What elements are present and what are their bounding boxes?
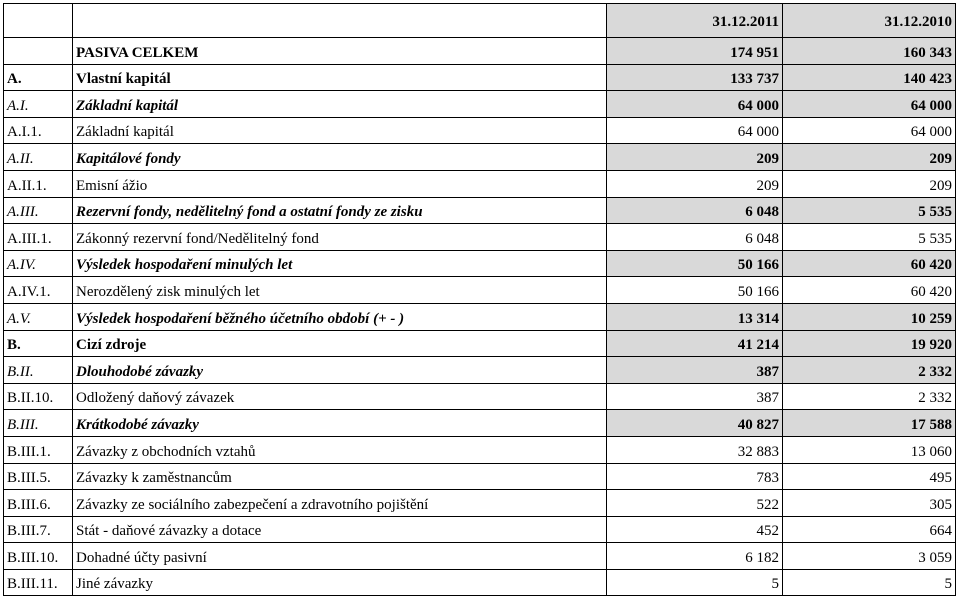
row-label: Základní kapitál <box>73 91 607 118</box>
row-code: B.II.10. <box>4 383 73 410</box>
table-row <box>4 64 956 91</box>
row-code: A.II.1. <box>4 170 73 197</box>
table-row <box>4 117 956 144</box>
table-row <box>4 569 956 596</box>
row-value-2011: 387 <box>607 383 783 410</box>
row-value-2010: 5 535 <box>783 224 956 251</box>
row-label: Základní kapitál <box>73 117 607 144</box>
row-value-2010: 3 059 <box>783 543 956 570</box>
row-code: A.V. <box>4 303 73 330</box>
row-value-2010: 17 588 <box>783 410 956 437</box>
row-value-2011: 452 <box>607 516 783 543</box>
row-code: A.IV. <box>4 250 73 277</box>
row-label: Nerozdělený zisk minulých let <box>73 277 607 304</box>
row-value-2010: 209 <box>783 170 956 197</box>
row-value-2010: 140 423 <box>783 64 956 91</box>
table-row <box>4 170 956 197</box>
row-value-2011: 50 166 <box>607 250 783 277</box>
row-label: Odložený daňový závazek <box>73 383 607 410</box>
row-code: B.III.1. <box>4 436 73 463</box>
row-label: Rezervní fondy, nedělitelný fond a ostatní fondy ze zisku <box>73 197 607 224</box>
table-row <box>4 516 956 543</box>
row-value-2010: 60 420 <box>783 277 956 304</box>
row-code: A.IV.1. <box>4 277 73 304</box>
balance-sheet-liabilities-table <box>3 3 956 596</box>
table-row <box>4 250 956 277</box>
row-code: B.III.7. <box>4 516 73 543</box>
row-label: Zákonný rezervní fond/Nedělitelný fond <box>73 224 607 251</box>
row-value-2011: 387 <box>607 357 783 384</box>
row-label: Výsledek hospodaření běžného účetního období (+ - ) <box>73 303 607 330</box>
row-code: B.III.5. <box>4 463 73 490</box>
row-value-2011: 209 <box>607 144 783 171</box>
row-code: B. <box>4 330 73 357</box>
row-value-2010: 160 343 <box>783 38 956 65</box>
row-label: Dlouhodobé závazky <box>73 357 607 384</box>
row-value-2010: 10 259 <box>783 303 956 330</box>
row-code: B.II. <box>4 357 73 384</box>
table-row <box>4 91 956 118</box>
table-row <box>4 436 956 463</box>
row-label: Závazky z obchodních vztahů <box>73 436 607 463</box>
row-value-2010: 13 060 <box>783 436 956 463</box>
row-code: A.III.1. <box>4 224 73 251</box>
row-code: B.III.11. <box>4 569 73 596</box>
header-2010 <box>783 4 956 38</box>
header-2011-text: 31.12.2011 <box>712 14 779 30</box>
row-code: B.III.10. <box>4 543 73 570</box>
table-row <box>4 224 956 251</box>
row-value-2011: 6 048 <box>607 197 783 224</box>
row-value-2010: 2 332 <box>783 383 956 410</box>
row-value-2010: 305 <box>783 490 956 517</box>
row-value-2010: 664 <box>783 516 956 543</box>
row-value-2011: 13 314 <box>607 303 783 330</box>
row-label: Kapitálové fondy <box>73 144 607 171</box>
row-label: PASIVA CELKEM <box>73 38 607 65</box>
table-row <box>4 277 956 304</box>
row-code: B.III.6. <box>4 490 73 517</box>
table-row <box>4 38 956 65</box>
table-row <box>4 144 956 171</box>
row-value-2010: 2 332 <box>783 357 956 384</box>
row-code: A.I.1. <box>4 117 73 144</box>
row-label: Závazky k zaměstnancům <box>73 463 607 490</box>
header-2010-text: 31.12.2010 <box>884 14 952 30</box>
row-label: Jiné závazky <box>73 569 607 596</box>
row-value-2011: 6 182 <box>607 543 783 570</box>
row-label: Emisní ážio <box>73 170 607 197</box>
table-header-row <box>4 4 956 38</box>
header-2011 <box>607 4 783 38</box>
row-value-2011: 209 <box>607 170 783 197</box>
table-row <box>4 410 956 437</box>
row-code <box>4 38 73 65</box>
row-value-2011: 133 737 <box>607 64 783 91</box>
row-value-2010: 19 920 <box>783 330 956 357</box>
row-value-2011: 40 827 <box>607 410 783 437</box>
row-label: Závazky ze sociálního zabezpečení a zdravotního pojištění <box>73 490 607 517</box>
row-value-2010: 64 000 <box>783 117 956 144</box>
row-value-2011: 64 000 <box>607 91 783 118</box>
table-row <box>4 543 956 570</box>
row-value-2010: 5 535 <box>783 197 956 224</box>
row-label: Dohadné účty pasivní <box>73 543 607 570</box>
row-value-2010: 495 <box>783 463 956 490</box>
row-value-2010: 5 <box>783 569 956 596</box>
row-value-2011: 50 166 <box>607 277 783 304</box>
table-row <box>4 383 956 410</box>
row-value-2011: 783 <box>607 463 783 490</box>
row-label: Výsledek hospodaření minulých let <box>73 250 607 277</box>
table-row <box>4 197 956 224</box>
row-value-2011: 522 <box>607 490 783 517</box>
table-row <box>4 303 956 330</box>
row-code: A.I. <box>4 91 73 118</box>
row-value-2011: 32 883 <box>607 436 783 463</box>
header-label-cell <box>73 4 607 38</box>
row-value-2010: 64 000 <box>783 91 956 118</box>
row-value-2010: 209 <box>783 144 956 171</box>
row-value-2011: 5 <box>607 569 783 596</box>
row-code: A. <box>4 64 73 91</box>
row-value-2011: 6 048 <box>607 224 783 251</box>
row-code: B.III. <box>4 410 73 437</box>
row-label: Cizí zdroje <box>73 330 607 357</box>
row-label: Stát - daňové závazky a dotace <box>73 516 607 543</box>
table-row <box>4 357 956 384</box>
row-label: Vlastní kapitál <box>73 64 607 91</box>
row-value-2010: 60 420 <box>783 250 956 277</box>
row-code: A.II. <box>4 144 73 171</box>
row-value-2011: 41 214 <box>607 330 783 357</box>
table-row <box>4 330 956 357</box>
row-label: Krátkodobé závazky <box>73 410 607 437</box>
table-row <box>4 463 956 490</box>
row-value-2011: 64 000 <box>607 117 783 144</box>
header-code-cell <box>4 4 73 38</box>
row-code: A.III. <box>4 197 73 224</box>
row-value-2011: 174 951 <box>607 38 783 65</box>
table-row <box>4 490 956 517</box>
